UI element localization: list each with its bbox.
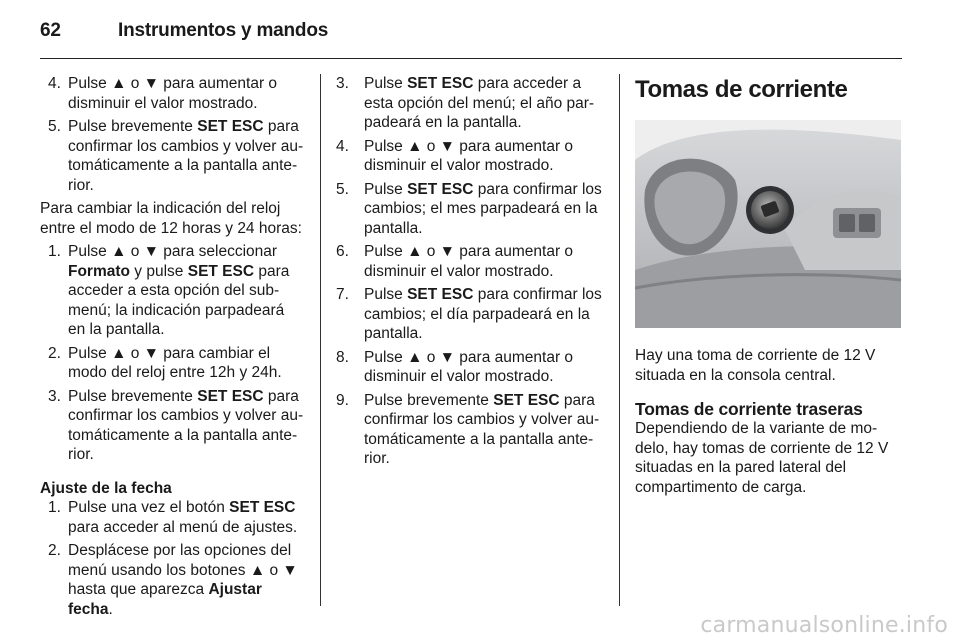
- step-bold-text: SET ESC: [197, 387, 264, 405]
- step-text: .: [108, 600, 113, 618]
- step-text: para acceder a esta opción del menú; el año parpadeará en la pantalla.: [364, 75, 595, 131]
- step-text: para confirmar los cambios; el día parpadeará en la pantalla.: [364, 286, 602, 342]
- step-number: 4.: [336, 137, 349, 155]
- step-number: 4.: [48, 75, 61, 92]
- step-text: Pulse ▲ o ▼ para aumentar o disminuir el valor mostrado.: [364, 348, 574, 385]
- section-heading-outlets: Tomas de corriente: [635, 76, 848, 103]
- list-item: [40, 344, 304, 383]
- step-text: Pulse brevemente: [68, 118, 198, 135]
- list-item: [40, 74, 304, 113]
- step-number: 8.: [336, 348, 349, 366]
- watermark: carmanualsonline.info: [700, 613, 948, 638]
- step-text: para acceder al menú de ajustes.: [68, 518, 298, 536]
- list-item: [40, 387, 304, 465]
- column-3: [635, 74, 901, 497]
- list-item: [40, 242, 304, 340]
- step-text: para confirmar los cambios y volver automáticamente a la pantalla anterior.: [364, 391, 600, 467]
- list-item: [336, 285, 602, 344]
- step-bold-text: Formato: [68, 262, 130, 280]
- column-2: [336, 74, 602, 473]
- step-text: Pulse ▲ o ▼ para cambiar el modo del reloj entre 12h y 24h.: [68, 344, 282, 381]
- clock-mode-paragraph: Para cambiar la indicación del reloj entre el modo de 12 horas y 24 horas:: [40, 200, 302, 237]
- step-bold-text: SET ESC: [493, 391, 560, 409]
- step-bold-text: SET ESC: [407, 286, 474, 303]
- step-text: Pulse ▲ o ▼ para aumentar o disminuir el valor mostrado.: [364, 243, 574, 280]
- step-text: Pulse ▲ o ▼ para aumentar o disminuir el valor mostrado.: [364, 137, 574, 174]
- list-item: [336, 137, 602, 176]
- step-text: Desplácese por las opciones del menú usando los botones ▲ o ▼ hasta que aparezca: [68, 542, 298, 598]
- list-item: [336, 242, 602, 281]
- step-bold-text: SET ESC: [407, 75, 474, 92]
- page-title: Instrumentos y mandos: [118, 20, 329, 41]
- step-number: 7.: [336, 286, 349, 303]
- step-text: Pulse brevemente: [364, 391, 494, 409]
- step-number: 3.: [48, 387, 61, 405]
- step-number: 3.: [336, 75, 349, 92]
- step-bold-text: Ajustar fecha: [68, 581, 262, 618]
- step-number: 1.: [48, 243, 61, 260]
- step-text: Pulse una vez el botón: [68, 499, 230, 516]
- date-section-heading: Ajuste de la fecha: [40, 479, 172, 497]
- step-text: Pulse brevemente: [68, 387, 198, 405]
- step-text: para confirmar los cambios y volver automáticamente a la pantalla anterior.: [68, 118, 304, 194]
- step-text: Pulse ▲ o ▼ para seleccionar: [68, 243, 278, 260]
- steps-list-1: [40, 74, 304, 195]
- steps-list-3: [40, 498, 304, 619]
- step-number: 1.: [48, 499, 61, 516]
- list-item: [40, 541, 304, 619]
- page-header: [40, 20, 902, 59]
- step-text: para confirmar los cambios y volver automáticamente a la pantalla anterior.: [68, 387, 304, 463]
- step-text: para confirmar los cambios; el mes parpadeará en la pantalla.: [364, 180, 602, 237]
- list-item: [336, 391, 602, 469]
- outlet-description: Hay una toma de corriente de 12 V situada en la consola central.: [635, 347, 876, 384]
- step-text: Pulse: [364, 75, 408, 92]
- step-number: 2.: [48, 344, 61, 362]
- step-text: Pulse: [364, 180, 408, 198]
- step-text: para acceder a esta opción del submenú; la indicación parpadeará en la pantalla.: [68, 262, 290, 338]
- steps-list-4: [336, 74, 602, 469]
- step-number: 9.: [336, 391, 349, 409]
- step-text: y pulse: [130, 262, 188, 280]
- list-item: [40, 117, 304, 195]
- step-text: Pulse ▲ o ▼ para aumentar o disminuir el valor mostrado.: [68, 75, 278, 112]
- step-number: 5.: [48, 118, 61, 135]
- section-heading-rear-outlets: Tomas de corriente traseras: [635, 399, 863, 419]
- list-item: [336, 74, 602, 133]
- list-item: [40, 498, 304, 537]
- step-number: 5.: [336, 180, 349, 198]
- power-outlet-photo: [635, 120, 901, 328]
- step-bold-text: SET ESC: [187, 262, 255, 280]
- column-divider-1: [320, 74, 321, 606]
- list-item: [336, 348, 602, 387]
- step-number: 6.: [336, 243, 349, 260]
- column-divider-2: [619, 74, 620, 606]
- page-number: 62: [40, 20, 61, 41]
- rear-outlet-description: Dependiendo de la variante de modelo, hay tomas de corriente de 12 V situadas en la pared lateral del compartimento de carga.: [635, 420, 889, 496]
- step-number: 2.: [48, 542, 61, 559]
- step-bold-text: SET ESC: [407, 180, 474, 198]
- column-1: [40, 74, 304, 623]
- list-item: [336, 180, 602, 239]
- step-bold-text: SET ESC: [229, 499, 296, 516]
- step-bold-text: SET ESC: [197, 118, 264, 135]
- steps-list-2: [40, 242, 304, 465]
- step-text: Pulse: [364, 286, 408, 303]
